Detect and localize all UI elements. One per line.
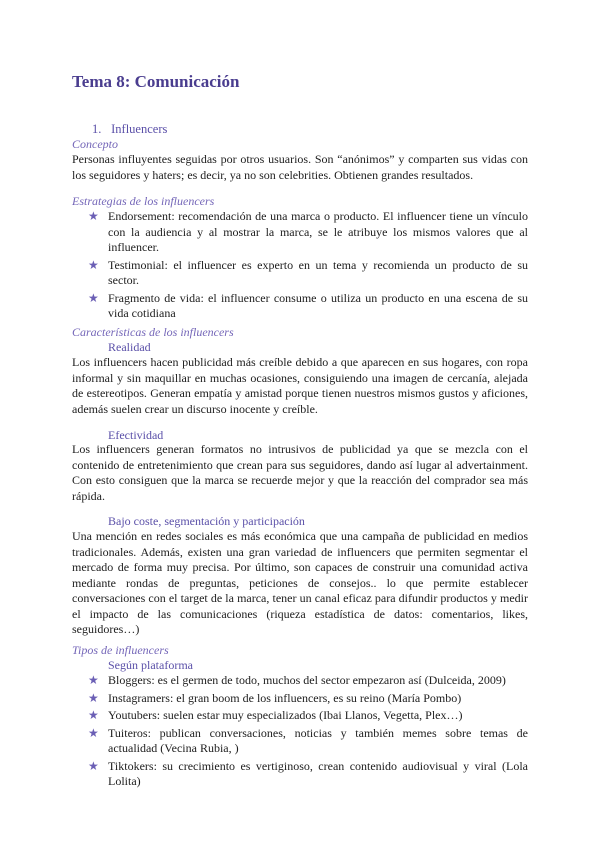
paragraph-realidad: Los influencers hacen publicidad más creíble debido a que aparecen en sus hogares, con ropa informal y sin maquillar en muchas ocasiones, consiguiendo una imagen de cercanía, alejada de estereotipos. Generan empatía y amistad porque tienen nuestros mismos gustos y aficiones, además suelen crear un discurso inocente y creíble. [72,355,528,416]
star-bullet-icon: ★ [88,725,99,740]
sub-heading-bajo-coste: Bajo coste, segmentación y participación [108,514,305,528]
sub-heading-realidad: Realidad [108,340,151,354]
star-bullet-icon: ★ [88,290,99,305]
list-number: 1. [92,122,102,136]
star-bullet-icon: ★ [88,690,99,705]
star-bullet-icon: ★ [88,708,99,722]
star-bullet-icon: ★ [88,257,99,272]
list-item-label: Influencers [111,122,168,136]
paragraph-efectividad: Los influencers generan formatos no intrusivos de publicidad ya que se mezcla con el contenido de entretenimiento que crean para sus seguidores, dando así lugar al advertainment. Con esto consiguen que la marca se recuerde mejor y que la reacción del comprador sea más rápida. [72,442,528,503]
list-item: ★ Testimonial: el influencer es experto en un tema y recomienda un producto de su sector. [88,257,528,287]
paragraph-bajo-coste: Una mención en redes sociales es más económica que una campaña de publicidad en medios tradicionales. Además, existen una gran variedad de influencers que permiten segmentar el mercado de forma muy precisa. Por último, son capaces de construir una comunidad activa mediante rondas de preguntas, peticiones de consejos.. lo que permite establecer conversaciones con el target de la marca, tener un canal eficaz para difundir productos y medir el impacto de las comunicaciones (riqueza estadística de datos: comentarios, likes, seguidores…) [72,529,528,636]
star-bullet-icon: ★ [88,758,99,773]
sub-heading-segun-plataforma: Según plataforma [108,658,193,672]
list-item: ★ Fragmento de vida: el influencer consume o utiliza un producto en una escena de su vida cotidiana [88,290,528,320]
list-item: ★ Endorsement: recomendación de una marca o producto. El influencer tiene un vínculo con la audiencia y al mostrar la marca, se le atribuye los mismos valores que al influencer. [88,209,528,254]
list-tipos [72,673,528,792]
list-item: ★ Tuiteros: publican conversaciones, noticias y también memes sobre temas de actualidad (Vecina Rubia, ) [88,725,528,755]
section-heading-estrategias: Estrategias de los influencers [72,194,215,208]
list-item: ★ Instagramers: el gran boom de los influencers, es su reino (María Pombo) [88,690,462,705]
list-item: ★ Youtubers: suelen estar muy especializados (Ibai Llanos, Vegetta, Plex…) [88,708,463,722]
list-item: ★ Bloggers: es el germen de todo, muchos del sector empezaron así (Dulceida, 2009) [88,673,506,687]
list-estrategias [72,209,528,324]
section-heading-concepto: Concepto [72,137,118,151]
star-bullet-icon: ★ [88,209,99,223]
section-heading-caracteristicas: Características de los influencers [72,325,234,339]
list-item: ★ Tiktokers: su crecimiento es vertiginoso, crean contenido audiovisual y viral (Lola Lolita) [88,758,528,788]
star-bullet-icon: ★ [88,673,99,687]
paragraph-concepto: Personas influyentes seguidas por otros usuarios. Son “anónimos” y comparten sus vidas con los seguidores y haters; es decir, ya no son celebrities. Obtienen grandes resultados. [72,152,528,182]
sub-heading-efectividad: Efectividad [108,428,164,442]
section-heading-tipos: Tipos de influencers [72,643,169,657]
numbered-list-item [92,122,167,137]
page-title: Tema 8: Comunicación [72,72,240,91]
